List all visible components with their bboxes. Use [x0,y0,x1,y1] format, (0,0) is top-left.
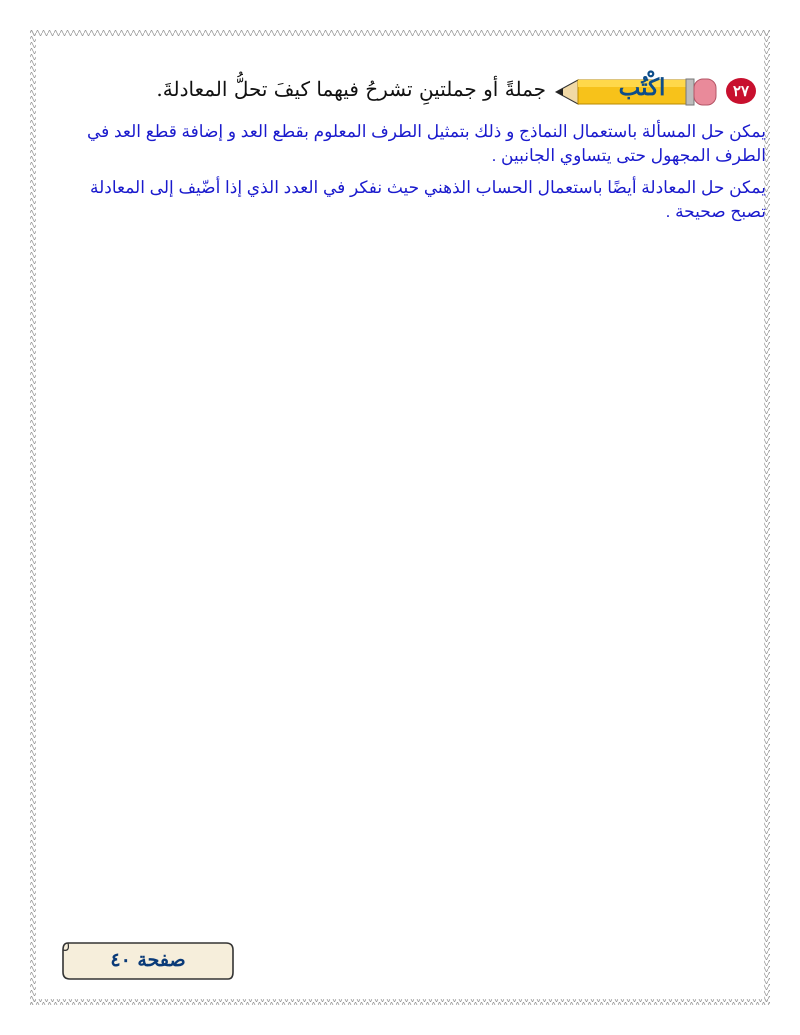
question-header [58,60,766,120]
page-number-tag [60,940,236,982]
question-prompt: جملةً أو جملتينِ تشرحُ فيهما كيفَ تحلُّ المعادلةَ. [156,77,546,101]
answer-paragraph-2: يمكن حل المعادلة أيضًا باستعمال الحساب الذهني حيث نفكر في العدد الذي إذا أضّيف إلى المعادلة تصبح صحيحة . [89,178,766,221]
answer-paragraph-1: يمكن حل المسألة باستعمال النماذج و ذلك بتمثيل الطرف المعلوم بقطع العد و إضافة قطع العد في الطرف المجهول حتى يتساوي الجانبين . [86,122,766,165]
page-content [58,60,766,232]
question-number-badge: ٢٧ [726,78,756,104]
answer-text [58,120,766,224]
write-label: اكْتُب [618,74,666,101]
page-number-label: صفحة ٤٠ [110,949,186,971]
